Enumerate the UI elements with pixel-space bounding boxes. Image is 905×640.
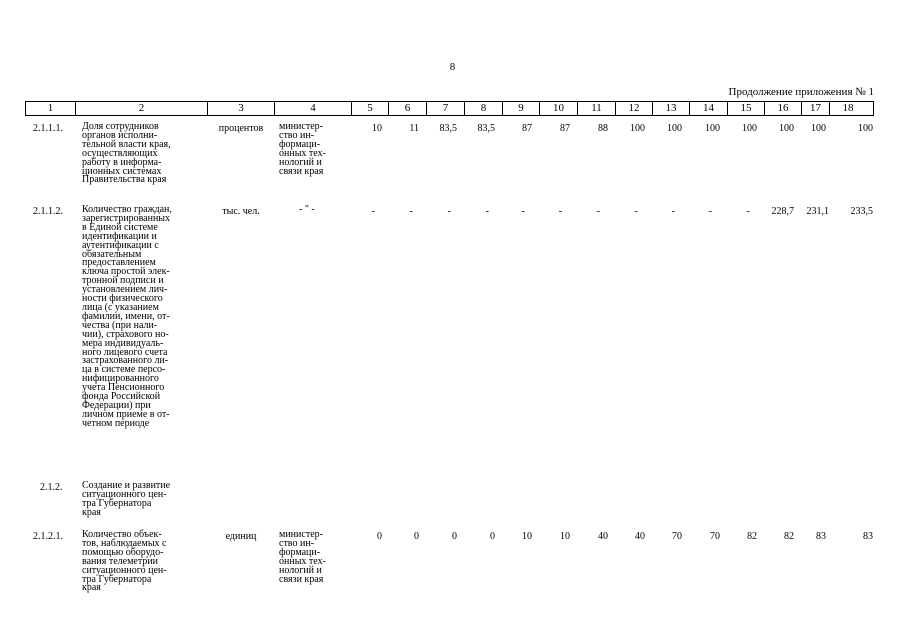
- value-col-5: 10: [372, 123, 382, 134]
- row-number: 2.1.1.1.: [33, 123, 63, 134]
- value-col-8: 83,5: [477, 123, 495, 134]
- value-col-16: 228,7: [771, 206, 794, 217]
- header-col-10: 10: [540, 102, 578, 115]
- continuation-note: Продолжение приложения № 1: [728, 86, 874, 98]
- value-col-6: -: [409, 206, 413, 217]
- header-col-11: 11: [578, 102, 616, 115]
- row-number: 2.1.2.1.: [33, 531, 63, 542]
- row-unit: тыс. чел.: [222, 206, 260, 217]
- header-col-3: 3: [208, 102, 275, 115]
- header-col-6: 6: [389, 102, 427, 115]
- header-col-12: 12: [616, 102, 653, 115]
- value-col-18: 83: [863, 531, 873, 542]
- value-col-7: -: [447, 206, 451, 217]
- value-col-13: -: [671, 206, 675, 217]
- row-responsible: - " -: [299, 204, 315, 215]
- row-description: Доля сотрудников органов исполни- тельной власти края, осуществляющих работу в информа- ционных системах Правительства края: [82, 121, 171, 186]
- value-col-11: -: [596, 206, 600, 217]
- value-col-6: 0: [414, 531, 419, 542]
- value-col-12: 40: [635, 531, 645, 542]
- value-col-9: -: [521, 206, 525, 217]
- value-col-14: -: [708, 206, 712, 217]
- header-col-8: 8: [465, 102, 503, 115]
- value-col-12: -: [634, 206, 638, 217]
- value-col-17: 100: [811, 123, 826, 134]
- value-col-7: 83,5: [439, 123, 457, 134]
- value-col-14: 100: [705, 123, 720, 134]
- value-col-18: 233,5: [850, 206, 873, 217]
- value-col-8: 0: [490, 531, 495, 542]
- header-col-4: 4: [275, 102, 352, 115]
- header-col-14: 14: [690, 102, 728, 115]
- value-col-9: 10: [522, 531, 532, 542]
- value-col-13: 70: [672, 531, 682, 542]
- row-number: 2.1.1.2.: [33, 206, 63, 217]
- header-col-17: 17: [802, 102, 830, 115]
- header-col-18: 18: [842, 102, 854, 114]
- value-col-15: -: [746, 206, 750, 217]
- value-col-9: 87: [522, 123, 532, 134]
- value-col-5: -: [371, 206, 375, 217]
- value-col-11: 88: [598, 123, 608, 134]
- value-col-16: 100: [779, 123, 794, 134]
- value-col-18: 100: [858, 123, 873, 134]
- row-description: Создание и развитие ситуационного цен- тра Губернатора края: [82, 480, 171, 518]
- header-col-2: 2: [76, 102, 208, 115]
- value-col-5: 0: [377, 531, 382, 542]
- row-unit: единиц: [225, 531, 257, 542]
- row-unit: процентов: [218, 123, 264, 134]
- value-col-10: 10: [560, 531, 570, 542]
- value-col-15: 82: [747, 531, 757, 542]
- value-col-10: -: [558, 206, 562, 217]
- header-col-13: 13: [653, 102, 690, 115]
- value-col-17: 231,1: [806, 206, 829, 217]
- value-col-11: 40: [598, 531, 608, 542]
- row-description: Количество граждан, зарегистрированных в Единой системе идентификации и аутентификации с обязательным предоставлением ключа простой элек- тронной подписи и установлением лич- ности физического лица (с указанием фамилии, имени, от- чества (при нали- чии), страхового но- мера индивидуаль- ного лицевого счета застрахованного ли- ца в системе персо- нифицированного учета Пенсионного фонда Российской Федерации) при личном приеме в от- четном периоде: [82, 204, 172, 429]
- row-description: Количество объек- тов, наблюдаемых с помощью оборудо- вания телеметрии ситуационного цен- тра Губернатора края: [82, 529, 167, 594]
- value-col-8: -: [485, 206, 489, 217]
- table-header-row: [25, 101, 874, 116]
- header-col-5: 5: [352, 102, 389, 115]
- value-col-15: 100: [742, 123, 757, 134]
- row-number: 2.1.2.: [40, 482, 63, 493]
- value-col-10: 87: [560, 123, 570, 134]
- header-col-9: 9: [503, 102, 540, 115]
- value-col-6: 11: [409, 123, 419, 134]
- header-col-15: 15: [728, 102, 765, 115]
- row-responsible: министер- ство ин- формаци- онных тех- нологий и связи края: [279, 529, 326, 585]
- value-col-12: 100: [630, 123, 645, 134]
- value-col-17: 83: [816, 531, 826, 542]
- header-col-7: 7: [427, 102, 465, 115]
- row-responsible: министер- ство ин- формаци- онных тех- нологий и связи края: [279, 121, 326, 177]
- page-number: 8: [449, 61, 456, 73]
- value-col-16: 82: [784, 531, 794, 542]
- value-col-14: 70: [710, 531, 720, 542]
- header-col-1: 1: [26, 102, 76, 115]
- header-col-16: 16: [765, 102, 802, 115]
- value-col-13: 100: [667, 123, 682, 134]
- value-col-7: 0: [452, 531, 457, 542]
